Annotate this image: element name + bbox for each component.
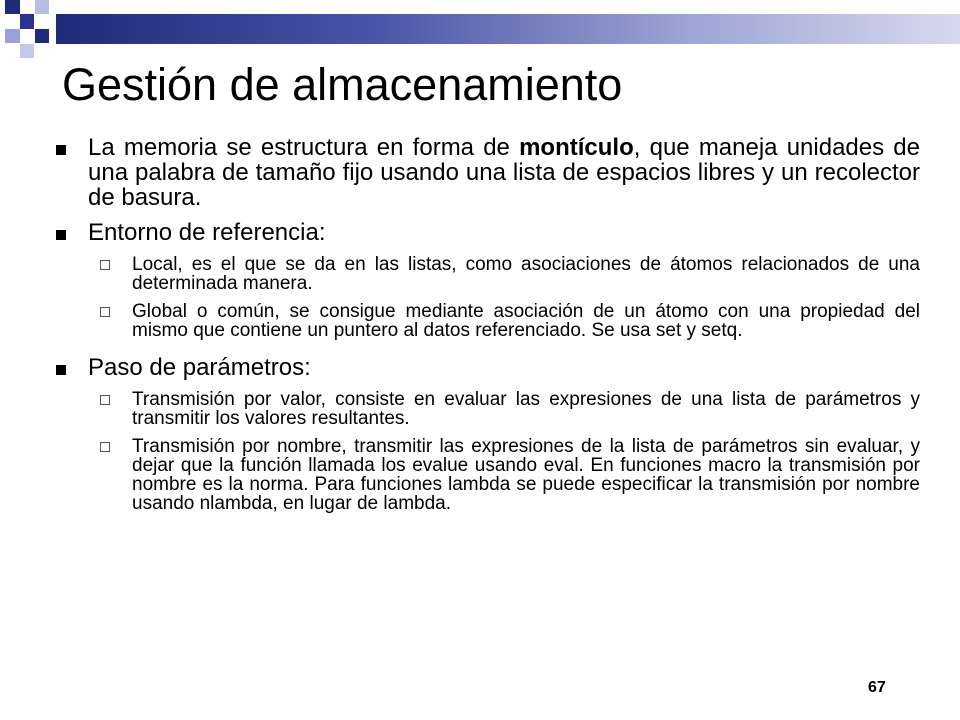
hollow-square-bullet-icon — [100, 260, 110, 270]
hollow-square-bullet-icon — [100, 307, 110, 317]
bullet-text: La memoria se estructura en forma de — [88, 134, 520, 161]
square-bullet-icon — [56, 230, 66, 240]
slide-title: Gestión de almacenamiento — [62, 59, 623, 110]
bullet-item-memoria — [50, 135, 920, 210]
deco-square — [35, 0, 49, 14]
deco-square — [5, 29, 20, 43]
subbullet-item-local — [50, 255, 920, 293]
bullet-item-parametros — [50, 355, 920, 380]
subbullet-item-por-valor — [50, 390, 920, 428]
subbullet-text: Local, es el que se da en las listas, como asociaciones de átomos relacionados de una determinada manera. — [132, 254, 920, 294]
header-gradient-bar — [56, 14, 960, 44]
hollow-square-bullet-icon — [100, 395, 110, 405]
hollow-square-bullet-icon — [100, 442, 110, 452]
subbullet-text: Global o común, se consigue mediante asociación de un átomo con una propiedad del mismo que contiene un puntero al datos referenciado. Se usa set y setq. — [132, 301, 920, 341]
bullet-text: , que maneja unidades de una palabra de tamaño fijo usando una lista de espacios libres y un recolector de basura. — [88, 134, 920, 211]
page-number: 67 — [868, 679, 886, 696]
decorative-squares — [0, 0, 60, 60]
bullet-text: Entorno de referencia: — [88, 219, 326, 246]
deco-square — [5, 0, 20, 14]
subbullet-item-global — [50, 302, 920, 340]
bullet-item-entorno — [50, 220, 920, 245]
bullet-text: Paso de parámetros: — [88, 354, 311, 381]
deco-square — [20, 14, 34, 29]
slide-content — [50, 135, 920, 522]
subbullet-item-por-nombre — [50, 437, 920, 513]
square-bullet-icon — [56, 365, 66, 375]
deco-square — [35, 29, 49, 43]
subbullet-text: Transmisión por valor, consiste en evaluar las expresiones de una lista de parámetros y transmitir los valores resultantes. — [132, 389, 920, 429]
square-bullet-icon — [56, 145, 66, 155]
subbullet-text: Transmisión por nombre, transmitir las expresiones de la lista de parámetros sin evaluar, y dejar que la función llamada los evalue usando eval. En funciones macro la transmisión por nombre es la norma. Para funciones lambda se puede especificar la transmisión por nombre usando nlambda, en lugar de lambda. — [132, 436, 920, 514]
bullet-emphasis: montículo — [519, 134, 634, 161]
deco-square — [20, 44, 34, 58]
